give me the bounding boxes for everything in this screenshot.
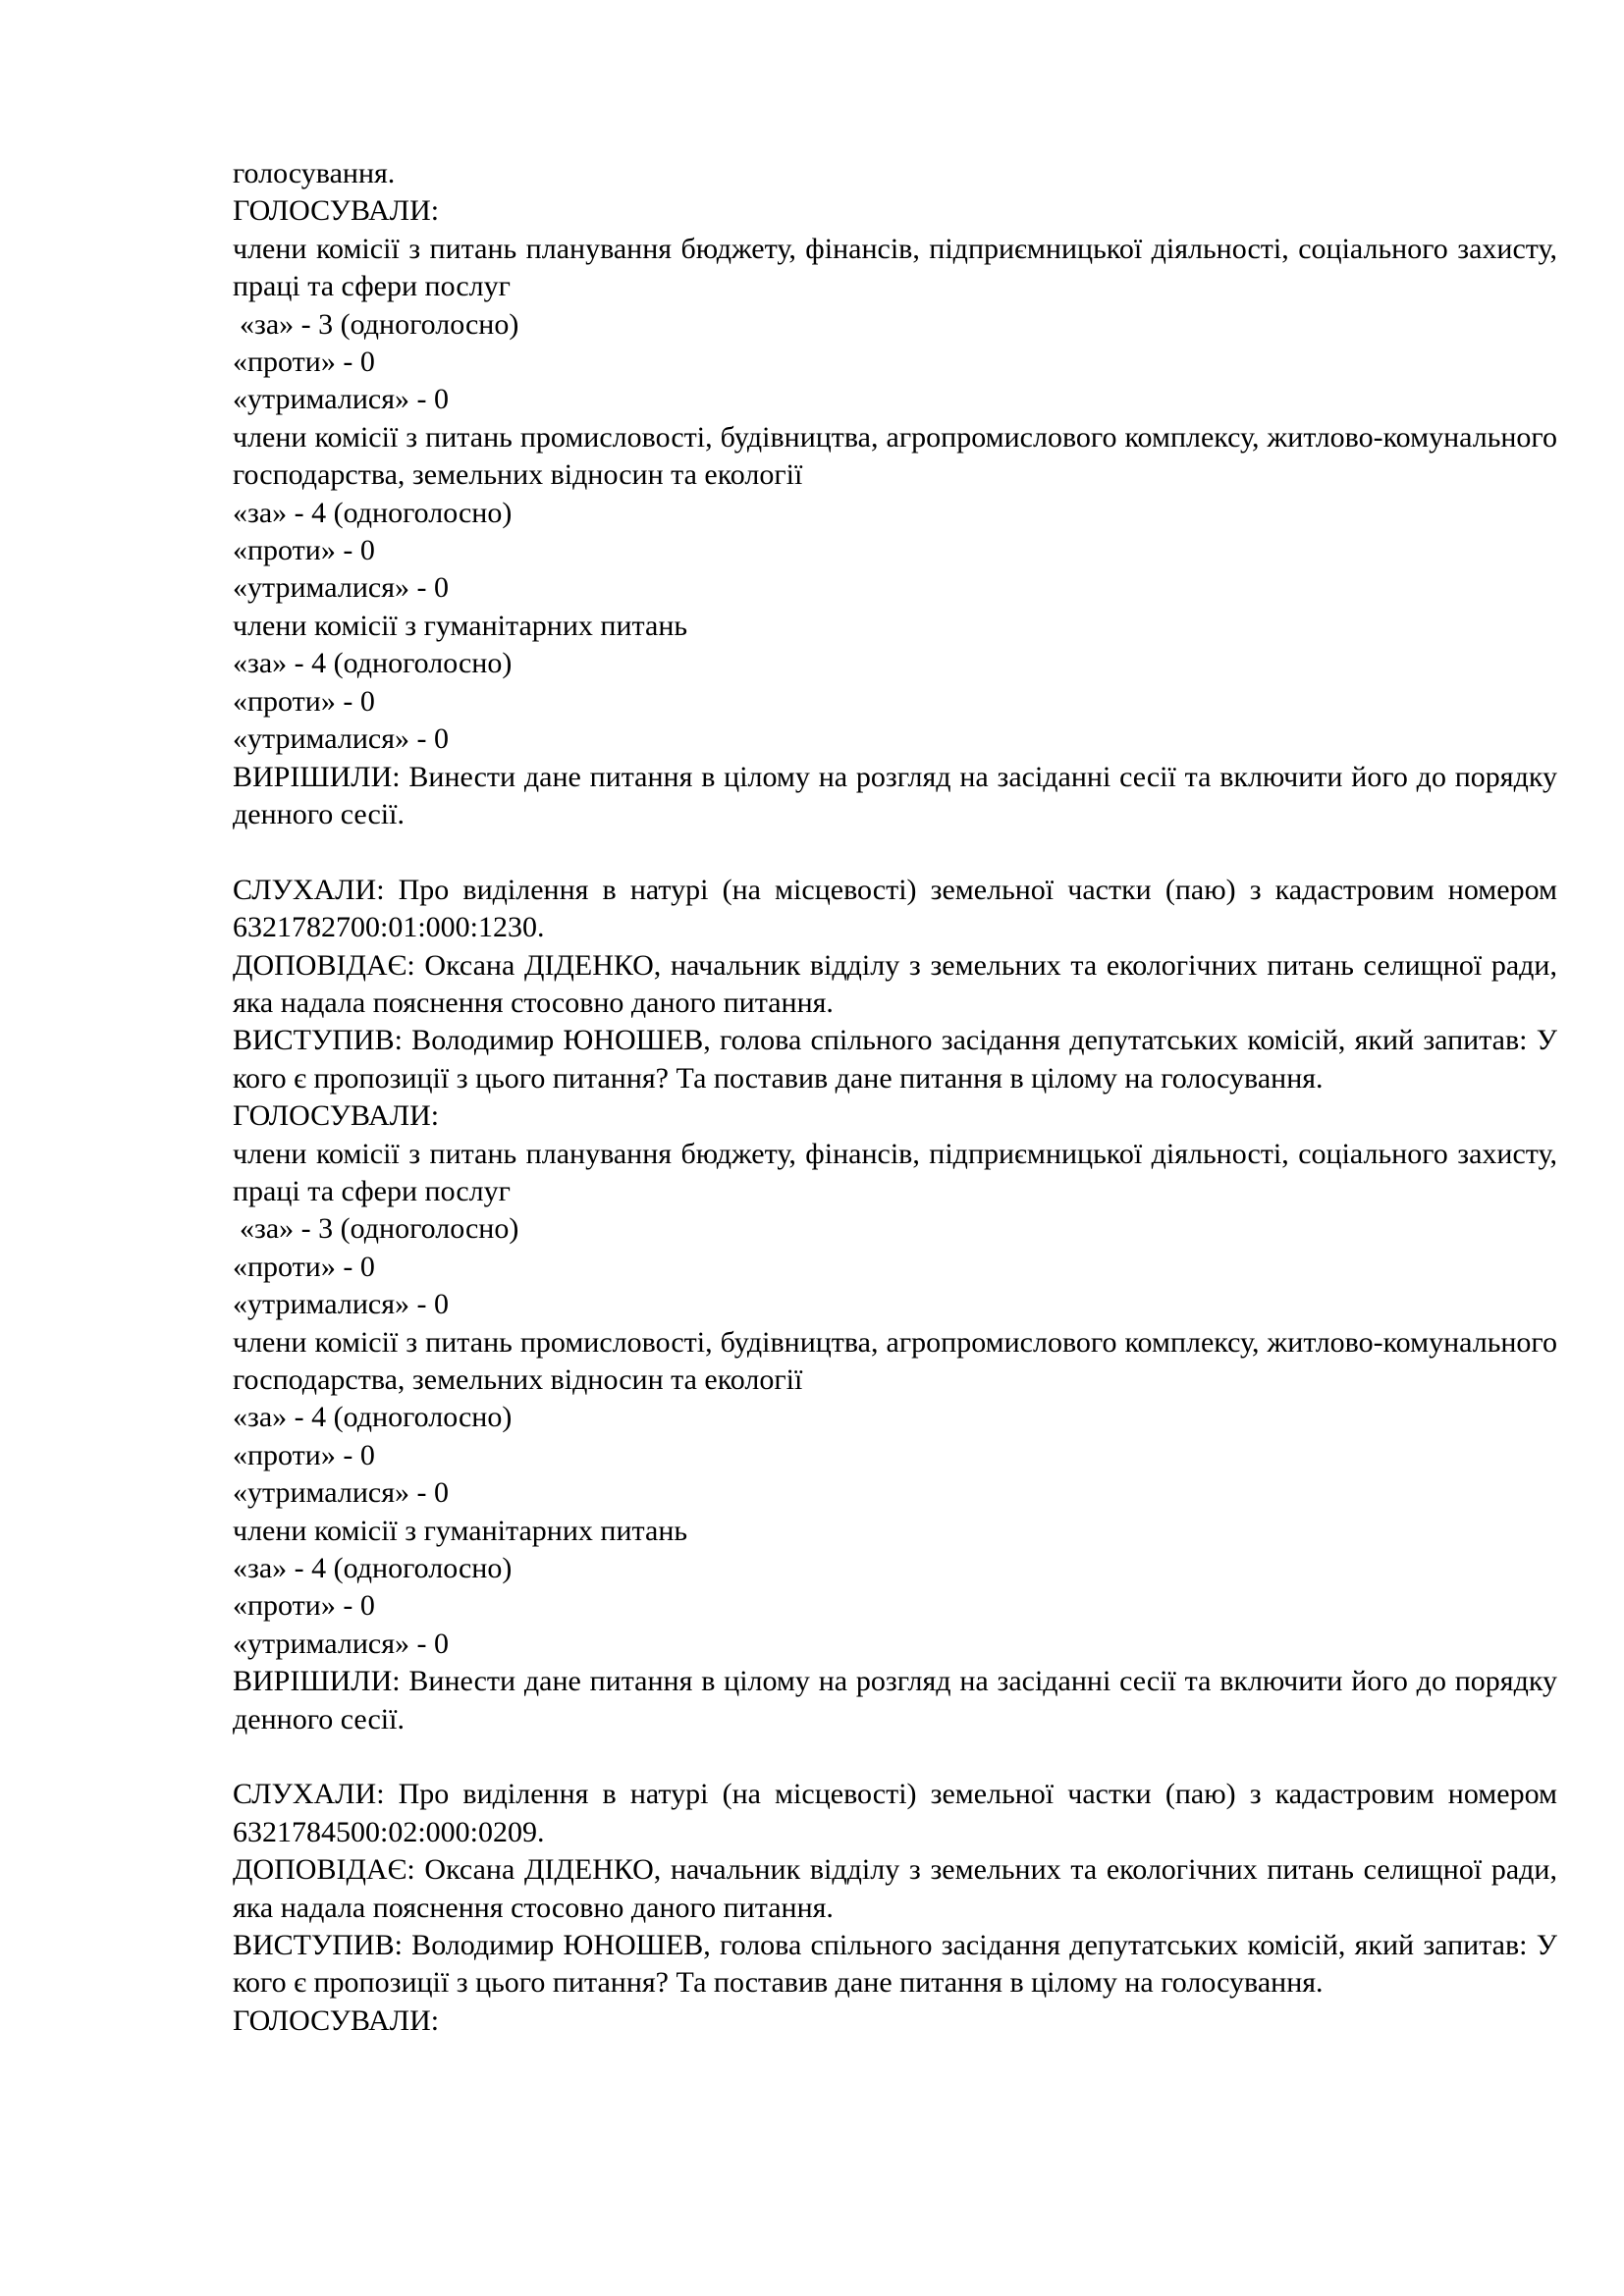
text-line: голосування.: [233, 157, 396, 189]
reporter: ДОПОВІДАЄ: Оксана ДІДЕНКО, начальник відділу з земельних та екологічних питань селищної ради, яка надала пояснення стосовно даного питання.: [233, 1853, 1557, 1924]
heard-item: СЛУХАЛИ: Про виділення в натурі (на місцевості) земельної частки (паю) з кадастровим номером 6321784500:02:000:0209.: [233, 1778, 1557, 1848]
decision: ВИРІШИЛИ: Винести дане питання в цілому на розгляд на засіданні сесії та включити його до порядку денного сесії.: [233, 760, 1557, 830]
vote-against: «проти» - 0: [233, 684, 375, 718]
speaker: ВИСТУПИВ: Володимир ЮНОШЕВ, голова спільного засідання депутатських комісій, який запитав: У кого є пропозиції з цього питання? Та поставив дане питання в цілому на голосування.: [233, 1929, 1557, 2000]
vote-against: «проти» - 0: [233, 1589, 375, 1623]
vote-for: «за» - 4 (одноголосно): [233, 1401, 513, 1434]
voted-heading: ГОЛОСУВАЛИ:: [233, 194, 440, 228]
committee-industry: члени комісії з питань промисловості, будівництва, агропромислового комплексу, житлово-комунального господарства, земельних відносин та екології: [233, 420, 1557, 492]
document-page: [233, 155, 1557, 2040]
vote-for: «за» - 4 (одноголосно): [233, 1552, 513, 1585]
vote-against: «проти» - 0: [233, 1438, 375, 1471]
committee-humanitarian: члени комісії з гуманітарних питань: [233, 609, 688, 642]
committee-humanitarian: члени комісії з гуманітарних питань: [233, 1514, 688, 1547]
vote-for: «за» - 3 (одноголосно): [240, 307, 519, 341]
vote-against: «проти» - 0: [233, 534, 375, 567]
committee-budget: члени комісії з питань планування бюджету, фінансів, підприємницької діяльності, соціального захисту, праці та сфери послуг: [233, 1137, 1557, 1207]
speaker: ВИСТУПИВ: Володимир ЮНОШЕВ, голова спільного засідання депутатських комісій, який запитав: У кого є пропозиції з цього питання? Та поставив дане питання в цілому на голосування.: [233, 1024, 1557, 1095]
reporter: ДОПОВІДАЄ: Оксана ДІДЕНКО, начальник відділу з земельних та екологічних питань селищної ради, яка надала пояснення стосовно даного питання.: [233, 948, 1557, 1019]
committee-budget: члени комісії з питань планування бюджету, фінансів, підприємницької діяльності, соціального захисту, праці та сфери послуг: [233, 232, 1557, 303]
heard-item: СЛУХАЛИ: Про виділення в натурі (на місцевості) земельної частки (паю) з кадастровим номером 6321782700:01:000:1230.: [233, 873, 1557, 944]
vote-for: «за» - 4 (одноголосно): [233, 496, 513, 529]
vote-for: «за» - 3 (одноголосно): [240, 1212, 519, 1246]
vote-against: «проти» - 0: [233, 346, 375, 379]
paragraph-gap: [233, 1738, 1557, 1776]
decision: ВИРІШИЛИ: Винести дане питання в цілому на розгляд на засіданні сесії та включити його до порядку денного сесії.: [233, 1665, 1557, 1735]
vote-abstain: «утрималися» - 0: [233, 1288, 450, 1321]
paragraph-gap: [233, 833, 1557, 871]
committee-industry: члени комісії з питань промисловості, будівництва, агропромислового комплексу, житлово-комунального господарства, земельних відносин та екології: [233, 1325, 1557, 1396]
voted-heading: ГОЛОСУВАЛИ:: [233, 1099, 440, 1133]
vote-abstain: «утрималися» - 0: [233, 1627, 450, 1660]
vote-abstain: «утрималися» - 0: [233, 571, 450, 605]
vote-abstain: «утрималися» - 0: [233, 383, 450, 416]
vote-for: «за» - 4 (одноголосно): [233, 647, 513, 680]
vote-abstain: «утрималися» - 0: [233, 1476, 450, 1510]
voted-heading: ГОЛОСУВАЛИ:: [233, 2003, 440, 2037]
vote-abstain: «утрималися» - 0: [233, 722, 450, 756]
vote-against: «проти» - 0: [233, 1250, 375, 1283]
